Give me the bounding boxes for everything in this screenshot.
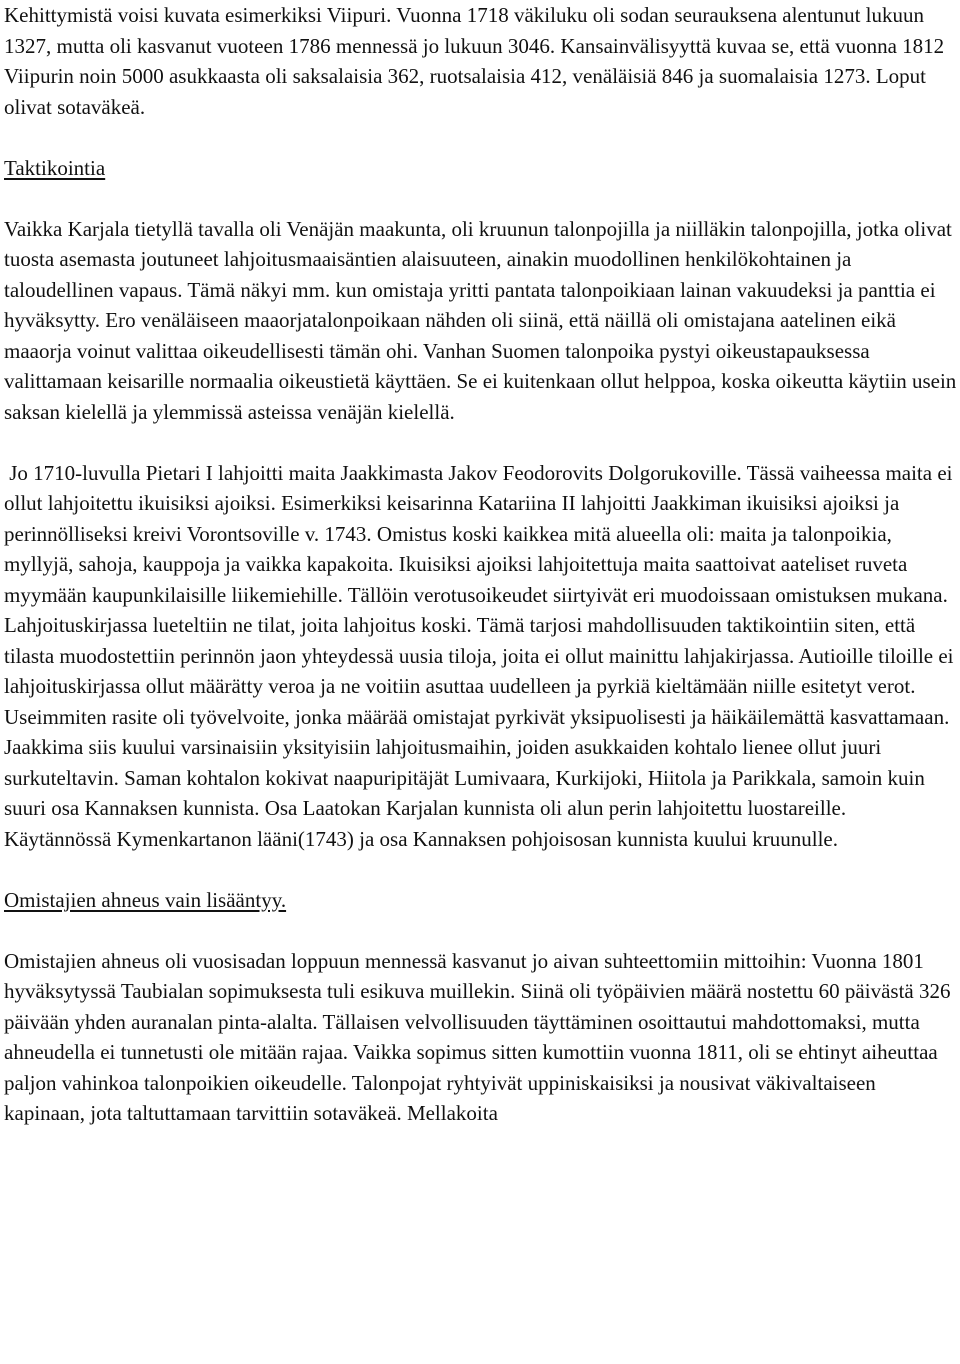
intro-paragraph: Kehittymistä voisi kuvata esimerkiksi Viipuri. Vuonna 1718 väkiluku oli sodan seurauksena alentunut lukuun 1327, mutta oli kasvanut vuoteen 1786 mennessä jo lukuun 3046. Kansainvälisyyttä kuvaa se, että vuonna 1812 Viipurin noin 5000 asukkaasta oli saksalaisia 362, ruotsalaisia 412, venäläisiä 846 ja suomalaisia 1273. Loput olivat sotaväkeä. (4, 3, 945, 119)
spacer (4, 915, 958, 946)
ahneus-paragraph: Omistajien ahneus oli vuosisadan loppuun mennessä kasvanut jo aivan suhteettomiin mittoihin: Vuonna 1801 hyväksytyssä Taubialan sopimuksesta tuli esikuva muillekin. Siinä oli työpäivien määrä nostettu 60 päivästä 326 päivään yhden auranalan pinta-alalta. Tällaisen velvollisuuden täyttäminen osoittautui mahdottomaksi, mutta ahneudella ei tunnetusti ole mitään rajaa. Vaikka sopimus sitten kumottiin vuonna 1811, oli se ehtinyt aiheuttaa paljon vahinkoa talonpoikien oikeudelle. Talonpojat ryhtyivät uppiniskaisiksi ja nousivat väkivaltaiseen kapinaan, jota taltuttamaan tarvittiin sotaväkeä. Mellakoita (4, 948, 951, 1125)
spacer (4, 183, 958, 214)
taktikointia-paragraph: Vaikka Karjala tietyllä tavalla oli Venäjän maakunta, oli kruunun talonpojilla ja niilläkin talonpojilla, jotka olivat tuosta asemasta joutuneet lahjoitusmaaisäntien alaisuuteen, ainakin muodollinen henkilökohtainen ja taloudellinen vapaus. Tämä näkyi mm. kun omistaja yritti pantata talonpoikiaan lainan vakuudeksi ja panttia ei hyväksytty. Ero venäläiseen maaorjatalonpoikaan nähden oli siinä, että näillä oli omistajana aatelinen eikä maaorja voinut valittaa oikeudellisesti tämän ohi. Vanhan Suomen talonpoika pystyi oikeustapauksessa valittamaan keisarille normaalia oikeustietä käyttäen. Se ei kuitenkaan ollut helppoa, koska oikeutta käytiin usein saksan kielellä ja ylemmissä asteissa venäjän kielellä. (4, 216, 957, 424)
document-page (4, 0, 958, 1129)
lahjoitukset-paragraph: Jo 1710-luvulla Pietari I lahjoitti maita Jaakkimasta Jakov Feodorovits Dolgorukoville. Tässä vaiheessa maita ei ollut lahjoitettu ikuisiksi ajoiksi. Esimerkiksi keisarinna Katariina II lahjoitti Jaakkiman ikuisiksi ajoiksi ja perinnölliseksi kreivi Vorontsoville v. 1743. Omistus koski kaikkea mitä alueella oli: maita ja talonpoikia, myllyjä, sahoja, kauppoja ja vaikka kapakoita. Ikuisiksi ajoiksi lahjoitettuja maita saattoivat aateliset ruveta myymään kaupunkilaisille liikemiehille. Tällöin verotusoikeudet siirtyivät eri muodoissaan omistuksen mukana. Lahjoituskirjassa lueteltiin ne tilat, joita lahjoitus koski. Tämä tarjosi mahdollisuuden taktikointiin siten, että tilasta muodostettiin perinnön jaon yhteydessä uusia tiloja, joita ei ollut mainittu lahjakirjassa. Autioille tiloille ei lahjoituskirjassa ollut määrätty veroa ja ne voitiin asuttaa uudelleen ja pyrkiä kieltämään niille esitetyt verot. Useimmiten rasite oli työvelvoite, jonka määrää omistajat pyrkivät yksipuolisesti ja häikäilemättä kasvattamaan. Jaakkima siis kuului varsinaisiin yksityisiin lahjoitusmaihin, joiden asukkaiden kohtalo lienee ollut juuri surkuteltavin. Saman kohtalon kokivat naapuripitäjät Lumivaara, Kurkijoki, Hiitola ja Parikkala, samoin kuin suuri osa Kannaksen kunnista. Osa Laatokan Karjalan kunnista oli alun perin lahjoitettu luostareille. Käytännössä Kymenkartanon lääni(1743) ja osa Kannaksen pohjoisosan kunnista kuului kruunulle. (4, 460, 959, 851)
spacer (4, 122, 958, 153)
section-heading-ahneus: Omistajien ahneus vain lisääntyy. (4, 887, 287, 912)
section-heading-taktikointia: Taktikointia (4, 155, 106, 180)
spacer (4, 427, 958, 458)
spacer (4, 854, 958, 885)
